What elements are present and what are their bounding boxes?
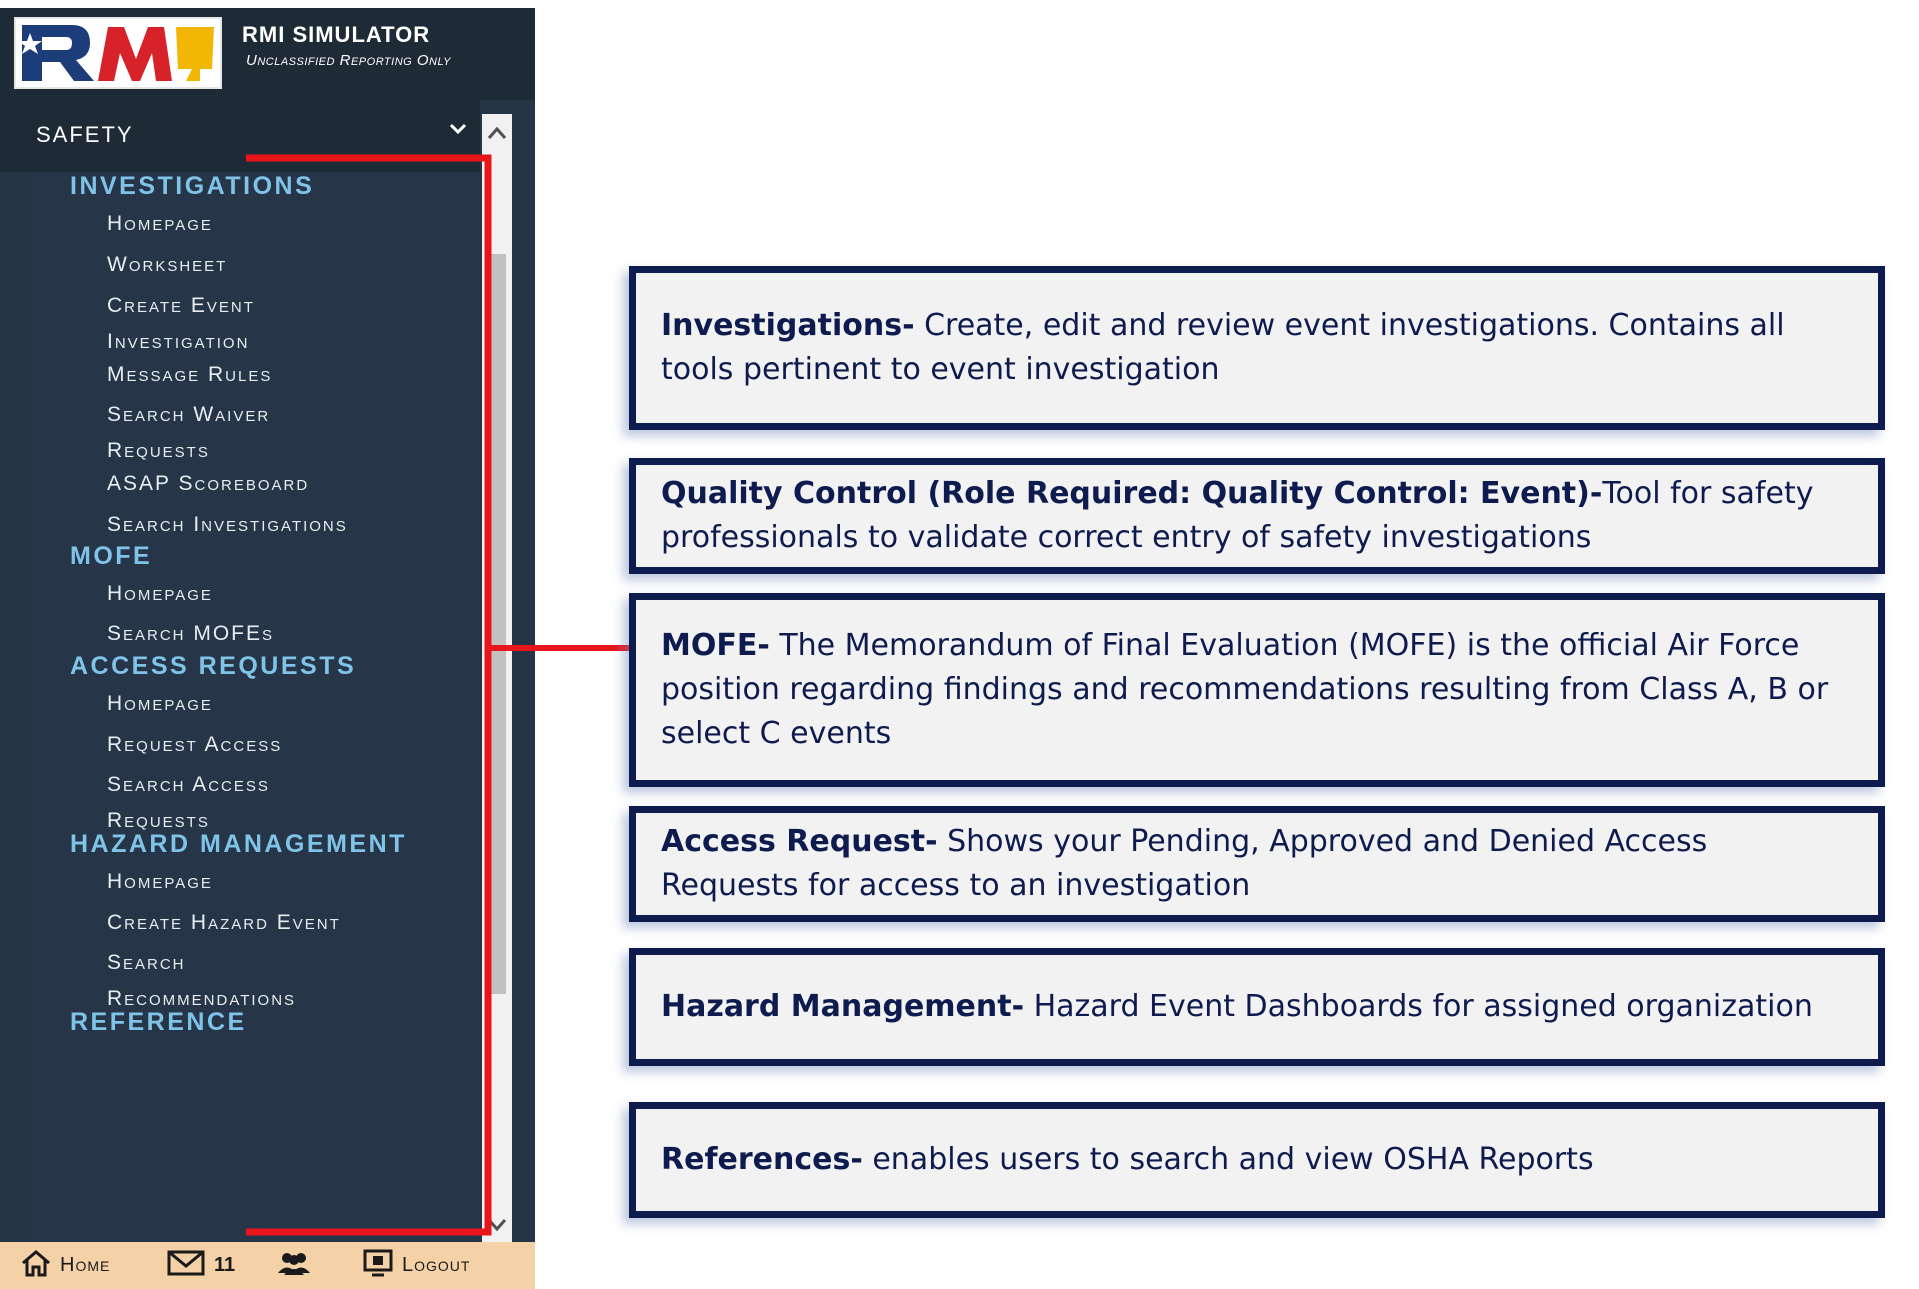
brand-header	[0, 8, 535, 100]
app-subtitle: Unclassified Reporting Only	[246, 52, 451, 69]
card-hazard-management	[629, 948, 1885, 1066]
card-title: Hazard Management-	[661, 989, 1025, 1024]
menu-item-create-event-investigation[interactable]: Create Event Investigation	[107, 294, 255, 353]
card-text: The Memorandum of Final Evaluation (MOFE) is the official Air Force position regarding findings and recommendations resulting from Class A, B or select C events	[661, 628, 1829, 751]
card-quality-control	[629, 458, 1885, 574]
menu-item-search-investigations[interactable]: Search Investigations	[107, 513, 348, 536]
rmi-logo[interactable]	[14, 17, 222, 89]
home-link[interactable]	[20, 1248, 110, 1282]
menu-section-access-requests[interactable]: ACCESS REQUESTS	[70, 652, 357, 680]
messages-link[interactable]	[166, 1248, 235, 1282]
home-label: Home	[60, 1253, 111, 1276]
logout-label: Logout	[402, 1253, 471, 1276]
menu-item-search-recommendations[interactable]: Search Recommendations	[107, 951, 297, 1010]
menu-section-hazard-management[interactable]: HAZARD MANAGEMENT	[70, 830, 407, 858]
footer-bar	[0, 1242, 535, 1289]
card-text: Create, edit and review event investigations. Contains all tools pertinent to event investigation	[661, 308, 1785, 387]
sidebar	[0, 8, 535, 1289]
menu-section-investigations[interactable]: INVESTIGATIONS	[70, 172, 315, 200]
card-title: Access Request-	[661, 824, 938, 859]
module-selector[interactable]	[0, 100, 480, 172]
menu-item-access-homepage[interactable]: Homepage	[107, 692, 213, 715]
menu-item-create-hazard-event[interactable]: Create Hazard Event	[107, 911, 341, 934]
menu-item-search-mofes[interactable]: Search MOFEs	[107, 622, 275, 645]
logout-icon	[362, 1248, 394, 1283]
users-icon	[276, 1249, 312, 1282]
logout-link[interactable]	[362, 1248, 470, 1282]
scroll-down-icon[interactable]	[482, 1206, 512, 1242]
card-references	[629, 1102, 1885, 1218]
menu-scrollbar[interactable]	[482, 114, 512, 1242]
menu-item-hazard-homepage[interactable]: Homepage	[107, 870, 213, 893]
scroll-up-icon[interactable]	[482, 114, 512, 156]
users-link[interactable]	[276, 1248, 312, 1282]
chevron-down-icon[interactable]	[448, 122, 468, 141]
mail-icon	[166, 1248, 206, 1283]
logo-text: RMI	[116, 84, 120, 86]
menu-item-worksheet[interactable]: Worksheet	[107, 253, 228, 276]
menu-item-investigations-homepage[interactable]: Homepage	[107, 212, 213, 235]
app-title: RMI SIMULATOR	[242, 22, 431, 47]
menu-item-mofe-homepage[interactable]: Homepage	[107, 582, 213, 605]
menu-item-asap-scoreboard[interactable]: ASAP Scoreboard	[107, 472, 310, 495]
home-icon	[20, 1248, 52, 1283]
card-access-request	[629, 806, 1885, 922]
card-text: Tool for safety professionals to validate correct entry of safety investigations	[661, 476, 1814, 555]
menu-item-message-rules[interactable]: Message Rules	[107, 363, 273, 386]
card-investigations	[629, 266, 1885, 430]
module-label: SAFETY	[36, 122, 134, 147]
card-text: Shows your Pending, Approved and Denied Access Requests for access to an investigation	[661, 824, 1708, 903]
menu-item-search-waiver-requests[interactable]: Search Waiver Requests	[107, 403, 271, 462]
card-title: Investigations-	[661, 308, 915, 343]
card-mofe	[629, 593, 1885, 787]
mail-count-badge: 11	[214, 1253, 236, 1276]
scroll-thumb[interactable]	[488, 254, 506, 994]
card-text: enables users to search and view OSHA Reports	[862, 1142, 1594, 1177]
menu-section-mofe[interactable]: MOFE	[70, 542, 153, 570]
card-title: Quality Control (Role Required: Quality Control: Event)-	[661, 476, 1603, 511]
menu-item-search-access-requests[interactable]: Search Access Requests	[107, 773, 270, 832]
navigation-menu	[30, 172, 482, 1242]
menu-section-reference[interactable]: REFERENCE	[70, 1008, 247, 1036]
menu-item-request-access[interactable]: Request Access	[107, 733, 283, 756]
card-title: References-	[661, 1142, 863, 1177]
card-text: Hazard Event Dashboards for assigned organization	[1024, 989, 1813, 1024]
card-title: MOFE-	[661, 628, 770, 663]
